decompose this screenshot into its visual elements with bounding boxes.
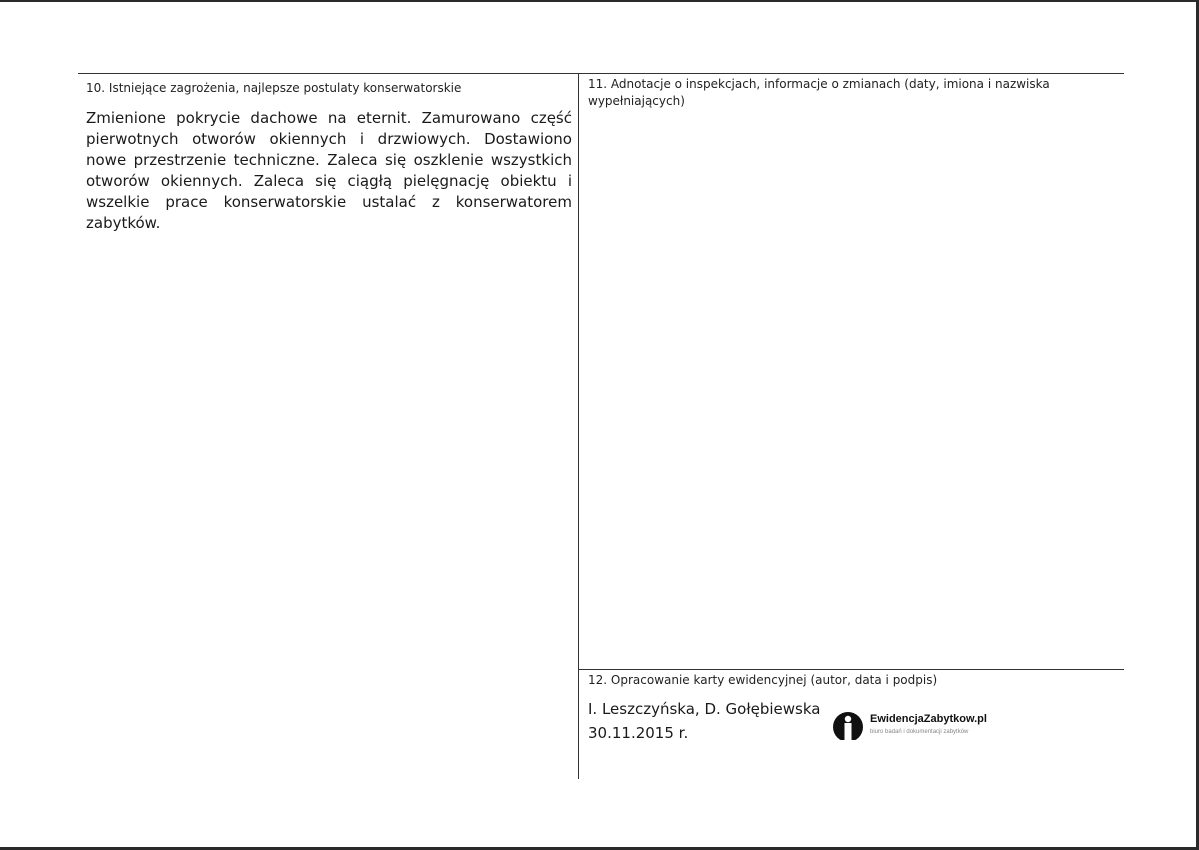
section12-authors: I. Leszczyńska, D. Gołębiewska [588, 700, 821, 718]
keyhole-figure-icon [832, 710, 864, 744]
section12-date: 30.11.2015 r. [588, 724, 689, 742]
section12-body [588, 697, 820, 745]
section12-title: 12. Opracowanie karty ewidencyjnej (autor, data i podpis) [588, 673, 938, 687]
section10-title: 10. Istniejące zagrożenia, najlepsze postulaty konserwatorskie [86, 81, 462, 95]
column-divider [578, 73, 579, 779]
logo-name: EwidencjaZabytkow.pl [870, 713, 987, 725]
company-logo [832, 708, 1002, 746]
section10-body: Zmienione pokrycie dachowe na eternit. Zamurowano część pierwotnych otworów okiennych i drzwiowych. Dostawiono nowe przestrzenie techniczne. Zaleca się oszklenie wszystkich otworów okiennych. Zaleca się ciągłą pielęgnację obiektu i wszelkie prace konserwatorskie ustalać z konserwatorem zabytków. [86, 109, 572, 232]
logo-tagline: biuro badań i dokumentacji zabytków [870, 729, 969, 735]
table-top-rule [78, 73, 1124, 74]
section11-title: 11. Adnotacje o inspekcjach, informacje o zmianach (daty, imiona i nazwiska wypełniających) [588, 77, 1050, 108]
scan-edge-top [0, 0, 1199, 2]
section12-top-rule [578, 669, 1124, 670]
